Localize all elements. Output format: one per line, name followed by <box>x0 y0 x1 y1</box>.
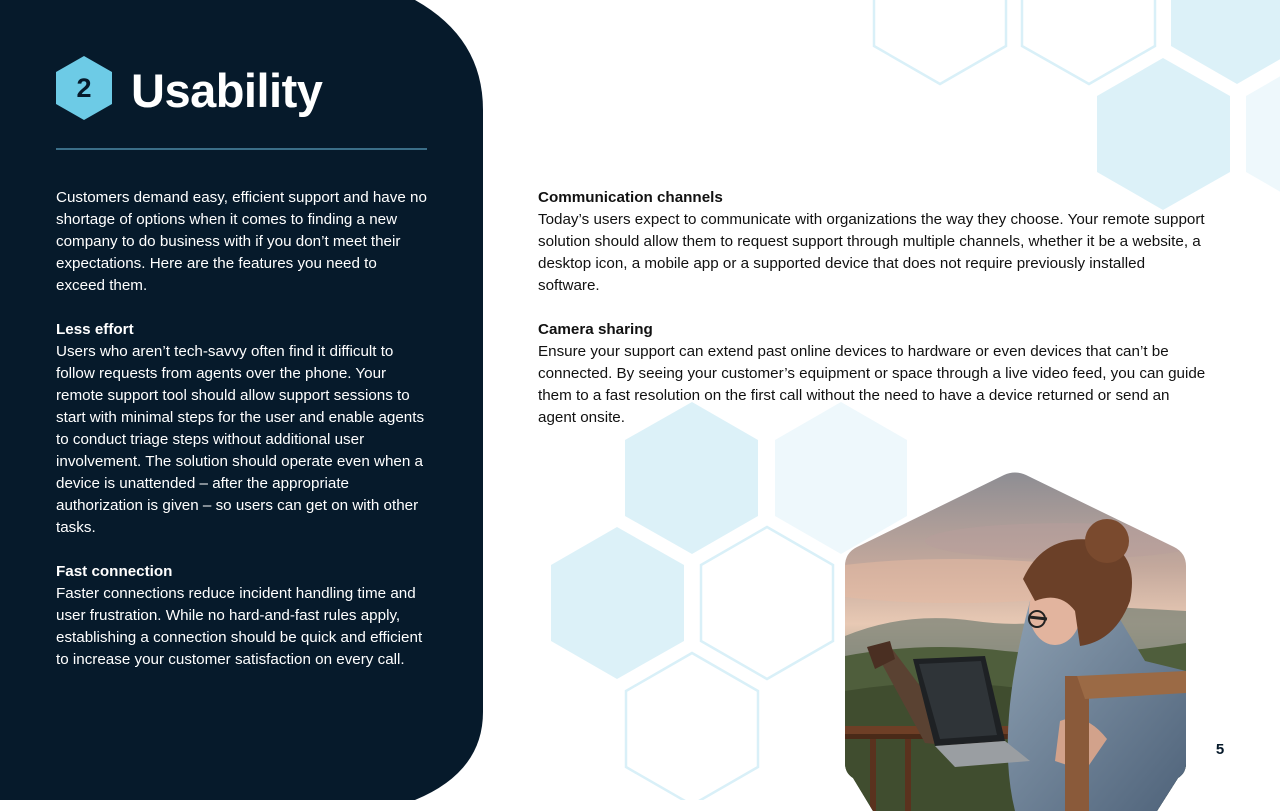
section-body: Ensure your support can extend past online devices to hardware or even devices that can’t be connected. By seeing your customer’s equipment or space through a live video feed, you can guide them to a fast resolution on the first call without the need to have a device returned or send an agent onsite. <box>538 343 1206 426</box>
section-heading: Fast connection <box>56 563 173 580</box>
section-less-effort <box>56 319 428 539</box>
left-column <box>56 187 428 693</box>
right-column <box>538 187 1210 451</box>
woman-laptop-photo <box>845 471 1186 811</box>
section-body: Users who aren’t tech-savvy often find it difficult to follow requests from agents over the phone. Your remote support tool should allow support sessions to start with minimal steps for the user and enable agents to conduct triage steps without additional user involvement. The solution should operate even when a device is unattended – after the appropriate authorization is given – so users can get on with other tasks. <box>56 343 425 536</box>
page-title: Usability <box>131 64 323 117</box>
intro-paragraph: Customers demand easy, efficient support and have no shortage of options when it comes to finding a new company to do business with if you don’t meet their expectations. Here are the features you need to exceed them. <box>56 189 427 294</box>
section-number-badge <box>53 55 115 121</box>
section-number: 2 <box>76 72 92 103</box>
section-body: Today’s users expect to communicate with organizations the way they choose. Your remote support solution should allow them to request support through multiple channels, whether it be a website, a desktop icon, a mobile app or a supported device that does not require previously installed software. <box>538 211 1205 294</box>
section-heading: Communication channels <box>538 189 723 206</box>
title-divider <box>56 148 427 150</box>
section-communication-channels <box>538 187 1210 297</box>
section-fast-connection <box>56 561 428 671</box>
section-heading: Less effort <box>56 321 134 338</box>
section-camera-sharing <box>538 319 1210 429</box>
page-number: 5 <box>1215 741 1225 758</box>
section-heading: Camera sharing <box>538 321 653 338</box>
section-body: Faster connections reduce incident handling time and user frustration. While no hard-and-fast rules apply, establishing a connection should be quick and efficient to increase your customer satisfaction on every call. <box>56 585 423 668</box>
